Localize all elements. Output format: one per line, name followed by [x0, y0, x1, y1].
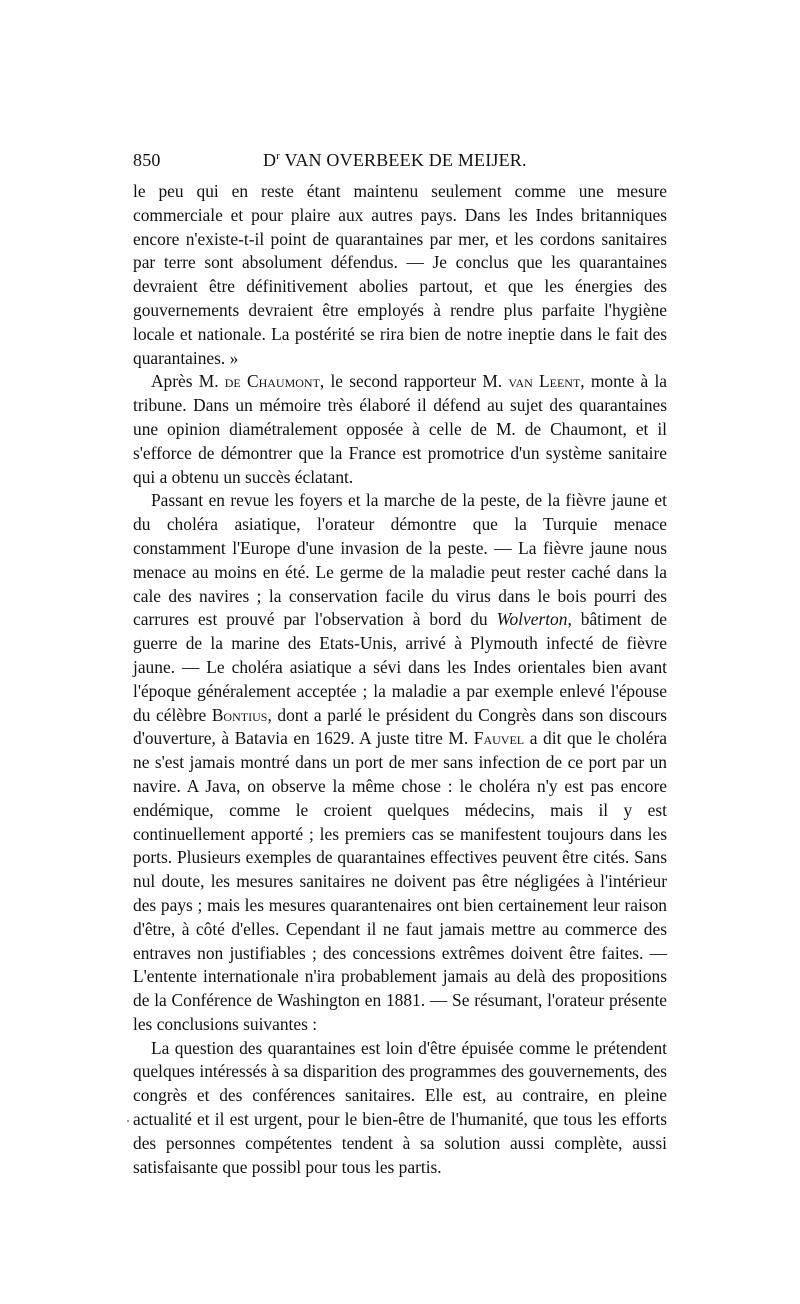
- stray-mark: [127, 1120, 129, 1122]
- page-header: [133, 150, 667, 180]
- running-head-prefix: D: [263, 150, 277, 170]
- text-run: La question des quarantaines est loin d'être épuisée comme le prétendent quelques intéressés à sa disparition des programmes des gouvernements, des congrès et des conférences sanitaires. Elle est, au contraire, en pleine actualité et il est urgent, pour le bien-être de l'humanité, que tous les efforts des personnes compétentes tendent à sa solution aussi complète, aussi satisfaisante que possibl pour tous les partis.: [133, 1037, 667, 1177]
- running-head-title: VAN OVERBEEK DE MEIJER.: [280, 150, 527, 170]
- running-head: [263, 150, 527, 171]
- body-text: [133, 180, 667, 1179]
- text-run: , dont a parlé le président du Congrès dans son discours d'ouverture, à Batavia en 1629. A juste titre M.: [133, 704, 667, 749]
- name-small-caps: van Leent: [508, 371, 581, 392]
- text-run: , bâtiment de guerre de la marine des Etats-Unis, arrivé à Plymouth infecté de fièvre jaune. — Le choléra asiatique a sévi dans les Indes orientales bien avant l'époque généralement acceptée ; la maladie a par exemple enlevé l'épouse du célèbre: [133, 609, 667, 725]
- ship-name-italic: Wolverton: [496, 609, 568, 630]
- text-run: Passant en revue les foyers et la marche de la peste, de la fièvre jaune et du choléra asiatique, l'orateur démontre que la Turquie menace constamment l'Europe d'une invasion de la peste. — La fièvre jaune nous menace au moins en été. Le germe de la maladie peut rester caché dans la cale des navires ; la conservation facile du virus dans le bois pourri des carrures est prouvé par l'observation à bord du: [133, 490, 667, 630]
- paragraph: [133, 1037, 667, 1180]
- text-run: , le second rapporteur M.: [319, 371, 509, 392]
- paragraph: [133, 489, 667, 1036]
- paragraph: [133, 370, 667, 489]
- paragraph: [133, 180, 667, 370]
- page-number: 850: [133, 150, 161, 170]
- name-small-caps: de Chaumont: [224, 371, 320, 392]
- book-page: [133, 150, 667, 1179]
- text-run: le peu qui en reste étant maintenu seulement comme une mesure commerciale et pour plaire aux autres pays. Dans les Indes britanniques encore n'existe-t-il point de quarantaines par mer, et les cordons sanitaires par terre sont absolument défendus. — Je conclus que les quarantaines devraient être définitivement abolies partout, et que les énergies des gouvernements devraient être employés à rendre plus parfaite l'hygiène locale et nationale. La postérité se rira bien de notre ineptie dans le fait des quarantaines. »: [133, 181, 667, 368]
- text-run: , monte à la tribune. Dans un mémoire très élaboré il défend au sujet des quarantaines une opinion diamétralement opposée à celle de M. de Chaumont, et il s'efforce de démontrer que la France est promotrice d'un système sanitaire qui a obtenu un succès éclatant.: [133, 371, 667, 487]
- text-run: a dit que le choléra ne s'est jamais montré dans un port de mer sans infection de ce port par un navire. A Java, on observe la même chose : le choléra n'y est pas encore endémique, comme le croient quelques médecins, mais il y est continuellement apporté ; les premiers cas se manifestent toujours dans les ports. Plusieurs exemples de quarantaines effectives peuvent être cités. Sans nul doute, les mesures sanitaires ne doivent pas être négligées à l'intérieur des pays ; mais les mesures quarantenaires ont bien certainement leur raison d'être, à côté d'elles. Cependant il ne faut jamais mettre au commerce des entraves non justifiables ; des concessions extrêmes doivent être faites. — L'entente internationale n'ira probablement jamais au delà des propositions de la Conférence de Washington en 1881. — Se résumant, l'orateur présente les conclusions suivantes :: [133, 728, 667, 1034]
- name-small-caps: Fauvel: [473, 728, 525, 749]
- running-head-superscript: r: [276, 150, 281, 162]
- name-small-caps: Bontius: [211, 704, 268, 725]
- text-run: Après M.: [151, 371, 225, 392]
